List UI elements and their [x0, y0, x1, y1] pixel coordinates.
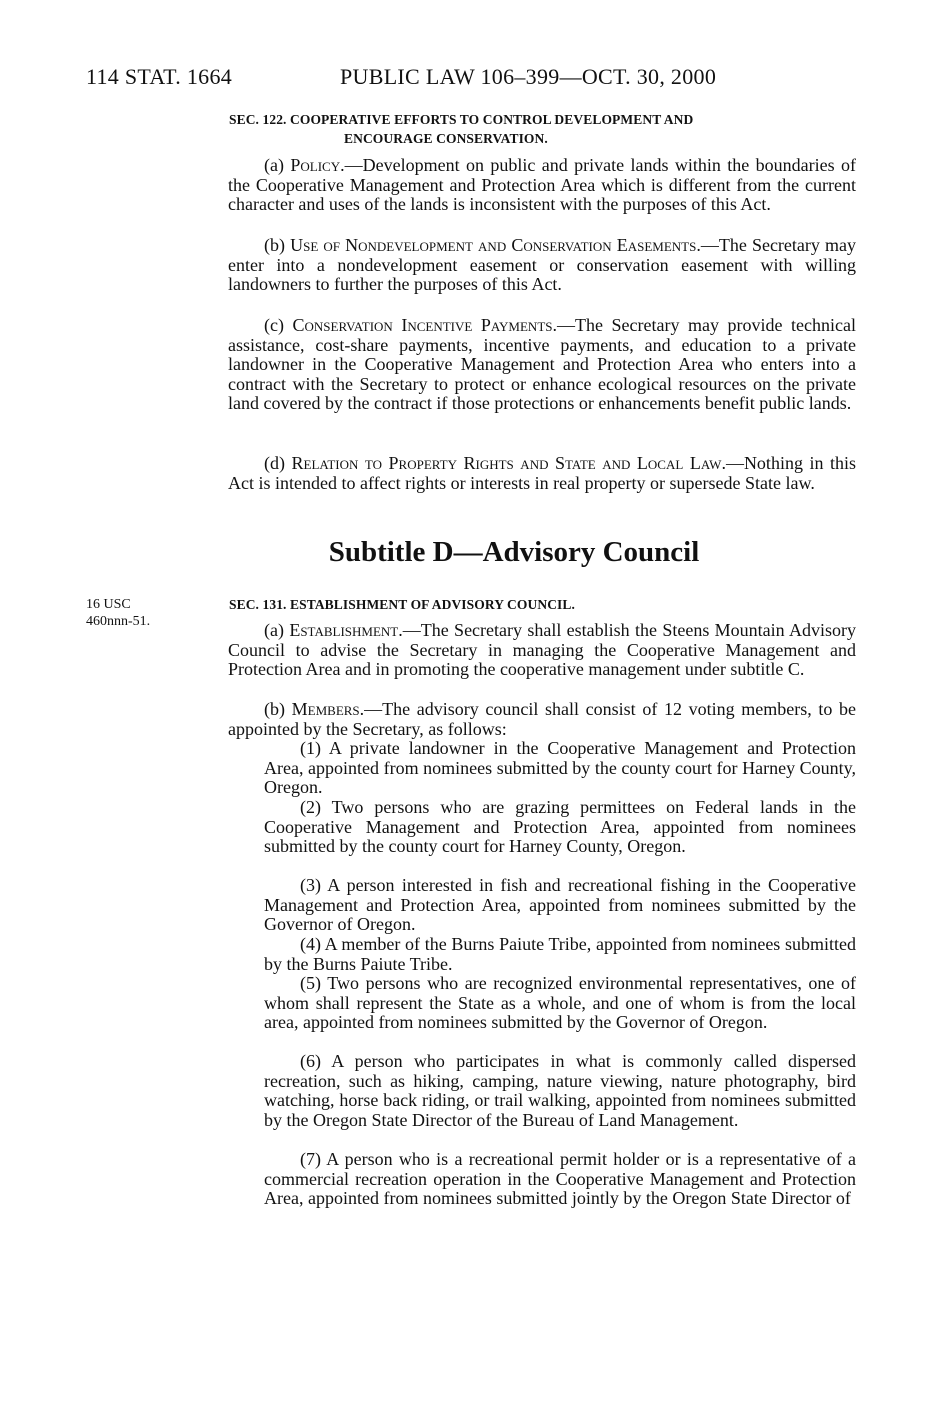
subsection-title: Establishment: [289, 620, 399, 640]
page-stat-reference: 114 STAT. 1664: [86, 64, 233, 89]
member-item: (2) Two persons who are grazing permittees on Federal lands in the Cooperative Management and Protection Area, appointed from nominees submitted by the county court for Harney County, Oregon.: [264, 797, 856, 857]
member-item: (4) A member of the Burns Paiute Tribe, appointed from nominees submitted by the Burns Paiute Tribe.: [264, 934, 856, 974]
subsection-text: .—Development on public and private lands within the boundaries of the Cooperative Management and Protection Area which is different from the current character and uses of the lands is inconsistent with the purposes of this Act.: [228, 155, 856, 215]
section-131-heading: SEC. 131. ESTABLISHMENT OF ADVISORY COUNCIL.: [229, 597, 575, 612]
section-122-heading-continued: ENCOURAGE CONSERVATION.: [344, 131, 548, 146]
subsection-label: (d): [264, 453, 292, 473]
subsection-text: .—The Secretary shall establish the Steens Mountain Advisory Council to advise the Secretary in managing the Cooperative Management and Protection Area and in promoting the cooperative management under subtitle C.: [228, 620, 857, 680]
subsection-b-easements: [228, 236, 856, 295]
member-item: (3) A person interested in fish and recreational fishing in the Cooperative Management and Protection Area, appointed from nominees submitted by the Governor of Oregon.: [264, 875, 856, 935]
subsection-label: (b): [264, 235, 291, 255]
subsection-label: (a): [264, 155, 291, 175]
member-item: (7) A person who is a recreational permit holder or is a representative of a commercial recreation operation in the Cooperative Management and Protection Area, appointed from nominees submitted jointly by the Oregon State Director of: [264, 1149, 856, 1209]
subsection-a-establishment: [228, 621, 856, 680]
subsection-label: (b): [264, 699, 292, 719]
member-item: (6) A person who participates in what is commonly called dispersed recreation, such as hiking, camping, nature viewing, nature photography, bird watching, horse back riding, or trail walking, appointed from nominees submitted by the Oregon State Director of the Bureau of Land Management.: [264, 1051, 856, 1130]
subsection-text: .—The Secretary may enter into a nondevelopment easement or conservation easement with willing landowners to further the purposes of this Act.: [228, 235, 856, 295]
subsection-label: (c): [264, 315, 293, 335]
member-item: (1) A private landowner in the Cooperative Management and Protection Area, appointed from nominees submitted by the county court for Harney County, Oregon.: [264, 738, 856, 798]
subtitle-heading: Subtitle D—Advisory Council: [328, 536, 700, 568]
subsection-text: .—The Secretary may provide technical assistance, cost-share payments, incentive payments, and education to a private landowner in the Cooperative Management and Protection Area who enters into a contract with the Secretary to protect or enhance ecological resources on the private land covered by the contract if those protections or enhancements benefit public lands.: [228, 315, 856, 414]
subsection-title: Conservation Incentive Payments: [292, 315, 553, 335]
member-item: (5) Two persons who are recognized environmental representatives, one of whom shall represent the State as a whole, and one of whom is from the local area, appointed from nominees submitted by the Governor of Oregon.: [264, 973, 856, 1033]
section-122-heading: SEC. 122. COOPERATIVE EFFORTS TO CONTROL DEVELOPMENT AND: [229, 112, 694, 127]
subsection-title: Policy: [290, 155, 341, 175]
subsection-text: .—The advisory council shall consist of 12 voting members, to be appointed by the Secretary, as follows:: [228, 699, 856, 739]
subsection-c-incentive-payments: [228, 316, 856, 414]
margin-citation: [86, 596, 150, 630]
subsection-title: Members: [291, 699, 360, 719]
subsection-title: Use of Nondevelopment and Conservation Easements: [290, 235, 697, 255]
subsection-a-policy: [228, 156, 856, 215]
subsection-text: .—Nothing in this Act is intended to affect rights or interests in real property or supersede State law.: [228, 453, 856, 493]
subsection-label: (a): [264, 620, 290, 640]
subsection-d-property-rights: [228, 454, 856, 493]
running-header: PUBLIC LAW 106–399—OCT. 30, 2000: [340, 64, 717, 89]
subsection-title: Relation to Property Rights and State and Local Law: [291, 453, 722, 473]
margin-citation-line: 16 USC: [86, 597, 131, 612]
subsection-b-members: [228, 700, 856, 739]
margin-citation-line: 460nnn-51.: [86, 614, 151, 629]
